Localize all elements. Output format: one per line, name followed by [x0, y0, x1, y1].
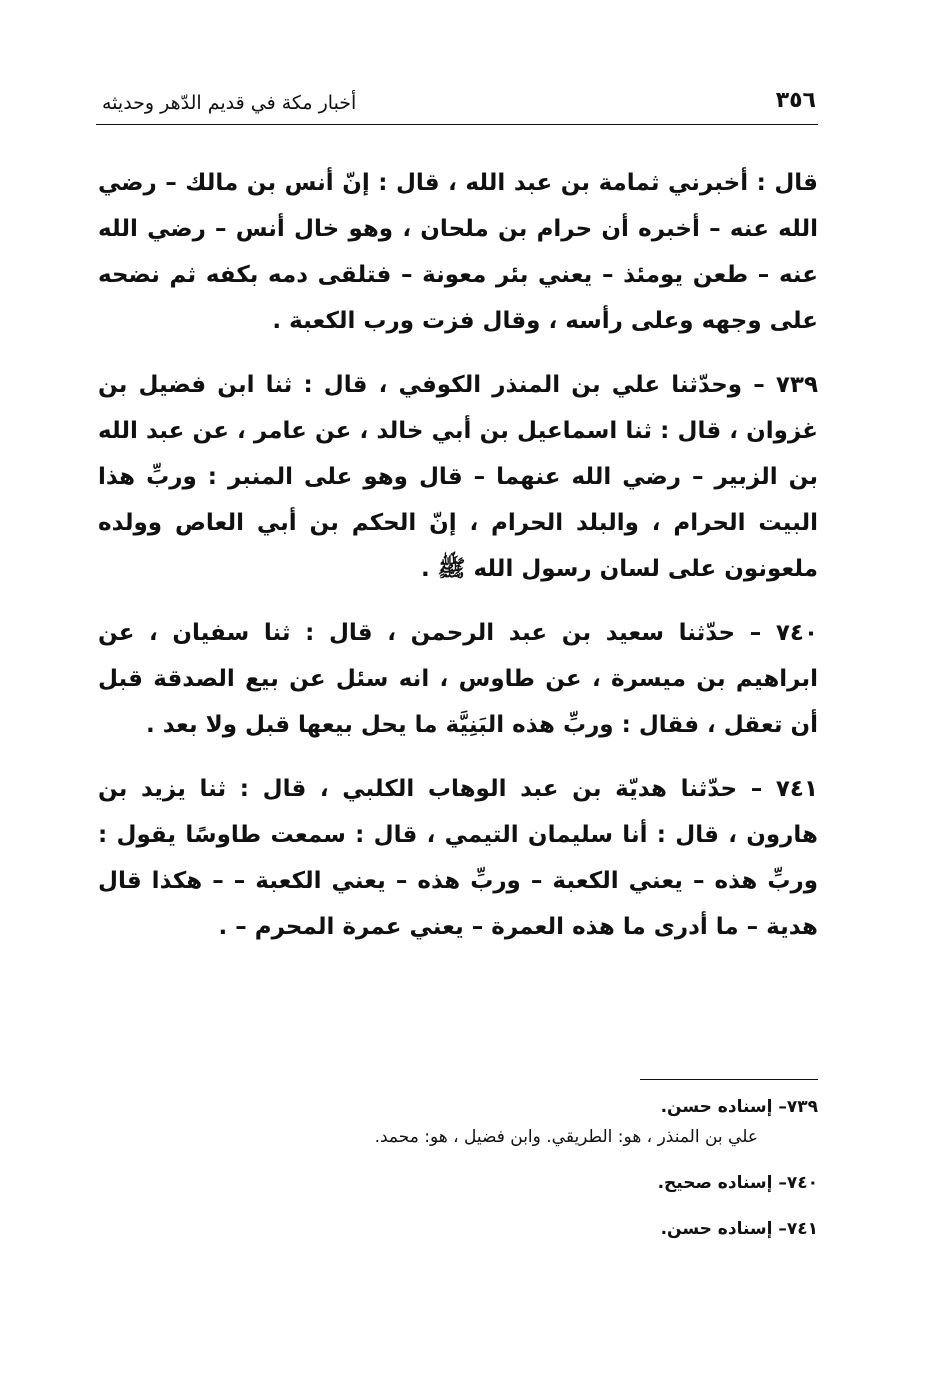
page-number: ٣٥٦	[775, 88, 816, 113]
footnote-741-text: ٧٤١– إسناده حسن.	[660, 1219, 818, 1239]
paragraph-739: ٧٣٩ – وحدّثنا علي بن المنذر الكوفي ، قال : ثنا ابن فضيل بن غزوان ، قال : ثنا اسماعيل بن أبي خالد ، عن عامر ، عن عبد الله بن الزبير – رضي الله عنهما – قال وهو على المنبر : وربِّ هذا البيت الحرام ، والبلد الحرام ، إنّ الحكم بن أبي العاص وولده ملعونون على لسان رسول الله ﷺ .	[98, 372, 818, 582]
running-title: أخبار مكة في قديم الدّهر وحديثه	[102, 92, 357, 114]
footnote-740	[98, 1168, 818, 1198]
footnotes	[98, 1092, 818, 1258]
paragraph-continuation: قال : أخبرني ثمامة بن عبد الله ، قال : إنّ أنس بن مالك – رضي الله عنه – أخبره أن حرام بن ملحان ، وهو خال أنس – رضي الله عنه – طعن يومئذ – يعني بئر معونة – فتلقى دمه بكفه ثم نضحه على وجهه وعلى رأسه ، وقال فزت ورب الكعبة .	[98, 170, 818, 334]
footnote-741	[98, 1214, 818, 1244]
footnote-rule	[640, 1079, 818, 1080]
paragraph-741: ٧٤١ – حدّثنا هديّة بن عبد الوهاب الكلبي ، قال : ثنا يزيد بن هارون ، قال : أنا سليمان التيمي ، قال : سمعت طاوسًا يقول : وربِّ هذه – يعني الكعبة – وربِّ هذه – يعني الكعبة – – هكذا قال هدية – ما أدرى ما هذه العمرة – يعني عمرة المحرم – .	[98, 776, 818, 940]
paragraph-740: ٧٤٠ – حدّثنا سعيد بن عبد الرحمن ، قال : ثنا سفيان ، عن ابراهيم بن ميسرة ، عن طاوس ، انه سئل عن بيع الصدقة قبل أن تعقل ، فقال : وربِّ هذه البَنِيَّة ما يحل بيعها قبل ولا بعد .	[98, 620, 818, 738]
footnote-739-note: علي بن المنذر ، هو: الطريقي. وابن فضيل ، هو: محمد.	[374, 1127, 758, 1147]
body-text	[98, 160, 818, 950]
footnote-740-text: ٧٤٠– إسناده صحيح.	[657, 1173, 818, 1193]
header-rule	[96, 124, 818, 125]
footnote-739	[98, 1092, 818, 1152]
footnote-739-text: ٧٣٩– إسناده حسن.	[660, 1097, 818, 1117]
